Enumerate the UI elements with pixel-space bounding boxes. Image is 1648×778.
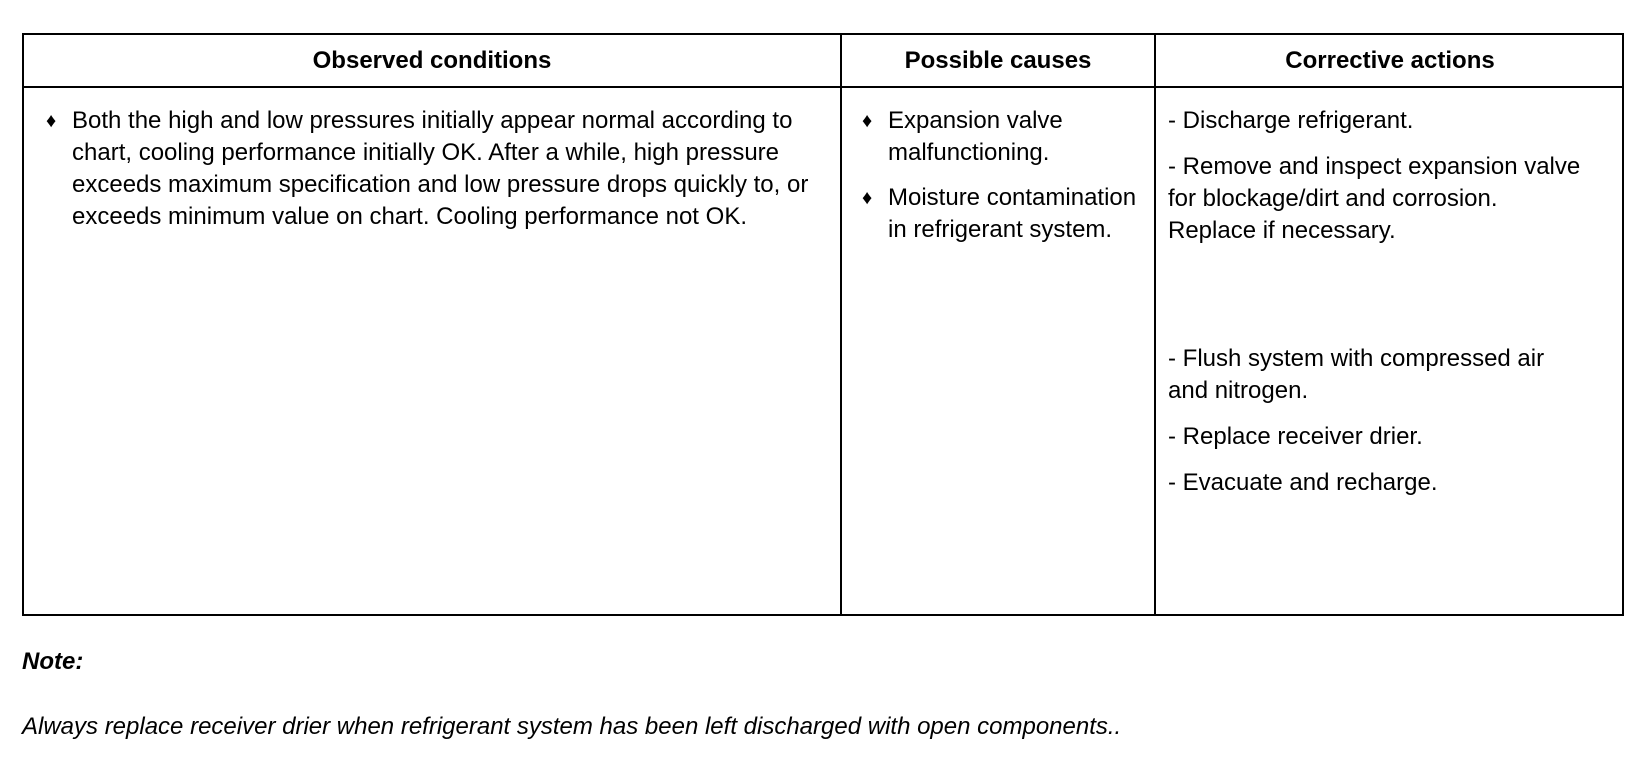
diamond-bullet-icon: ♦ [862,187,873,209]
corrective-actions-cell [1168,105,1588,614]
possible-cause-text: Moisture contamination in refrigerant system. [888,184,1137,243]
possible-causes-cell [862,105,1150,614]
column-divider [840,35,842,614]
possible-cause-item [862,105,1150,169]
diamond-bullet-icon: ♦ [46,110,57,132]
note-label: Note: [22,648,84,675]
header-observed-conditions: Observed conditions [312,46,552,74]
header-possible-causes: Possible causes [904,46,1092,74]
corrective-action-item: - Remove and inspect expansion valve for blockage/dirt and corrosion. Replace if necessary. [1168,153,1581,244]
observed-condition-item [46,105,826,233]
diamond-bullet-icon: ♦ [862,110,873,132]
troubleshooting-table [22,33,1624,616]
header-divider [24,86,1622,88]
possible-cause-text: Expansion valve malfunctioning. [888,107,1063,166]
column-divider [1154,35,1156,614]
observed-conditions-cell [46,105,826,614]
corrective-action-item: - Discharge refrigerant. [1168,107,1414,134]
header-corrective-actions: Corrective actions [1285,46,1495,74]
corrective-action-item: - Evacuate and recharge. [1168,469,1438,496]
note-text: Always replace receiver drier when refrigerant system has been left discharged with open components.. [22,713,1122,740]
possible-cause-item [862,182,1150,246]
corrective-action-item: - Replace receiver drier. [1168,423,1423,450]
observed-condition-text: Both the high and low pressures initially appear normal according to chart, cooling performance initially OK. After a while, high pressure exceeds maximum specification and low pressure drops quickly to, or exceeds minimum value on chart. Cooling performance not OK. [72,107,809,230]
corrective-action-item: - Flush system with compressed air and nitrogen. [1168,345,1545,404]
